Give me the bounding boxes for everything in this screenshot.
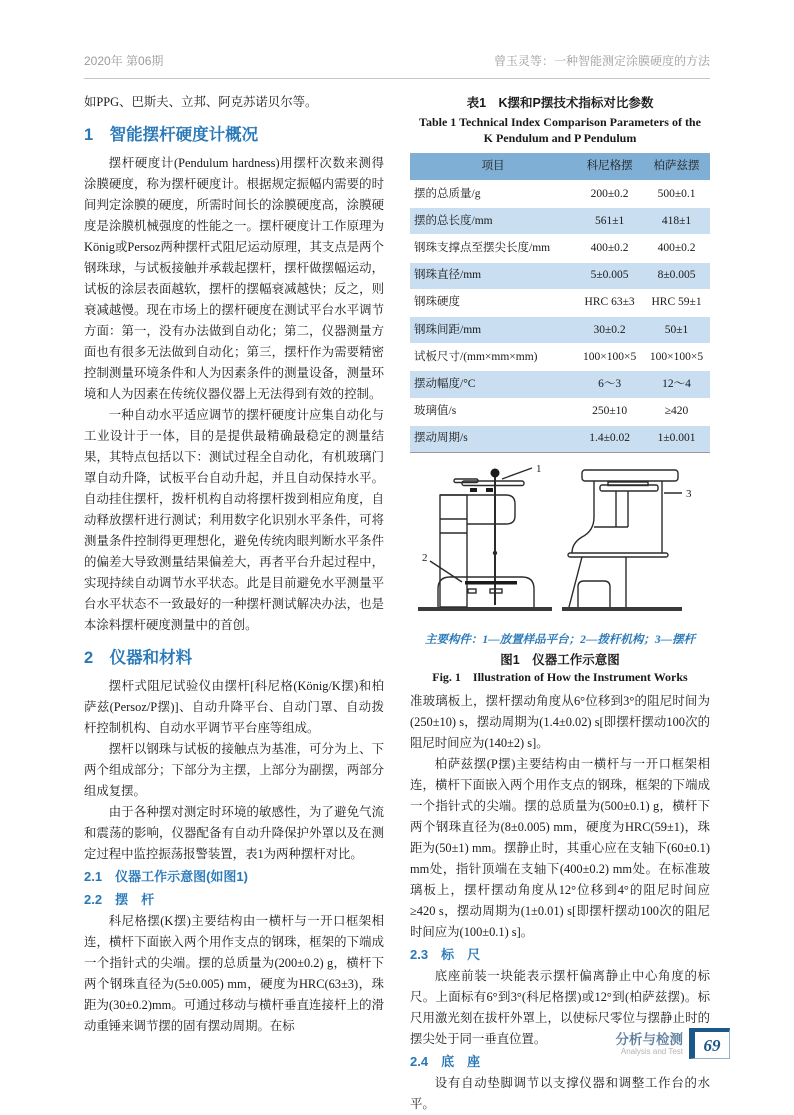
col-header-item: 项目 [410,153,576,181]
param-value: 6～3 [598,377,622,390]
journal-section-name [616,1033,684,1059]
param-value: 561±1 [594,214,625,227]
right-foot-box [578,581,610,607]
right-shelf [568,553,668,557]
paragraph: 摆杆以钢珠与试板的接触点为基准，可分为上、下两个组成部分；下部分为主摆，上部分为副摆，两部分组成复摆。 [84,742,384,798]
right-front-curve [572,481,594,553]
param-value: 400±0.2 [590,241,629,254]
section2-heading: 2 仪器和材料 [84,649,193,667]
param-value: ≥420 [664,405,689,418]
param-name: 摆动周期/s [414,432,468,445]
paragraph: 摆杆硬度计(Pendulum hardness)用摆杆次数来测得涂膜硬度，称为摆杆硬度计。根据规定振幅内需要的时间判定涂膜的硬度，所需时间长的涂膜硬度高，涂膜硬度是涂膜机械强度的性能之一。摆杆硬度计工作原理为König或Persoz两种摆杆式阻尼运动原理，其支点是两个钢珠球，与试板接触并承载起摆杆，摆杆做摆幅运动，试板的涂层表面越软，摆杆的摆幅衰减越快；反之，则衰减越慢。现在市场上的摆杆硬度在测试平台水平调节方面：第一，没有办法做到自动化；第二，仪器测量方面也有很多无法做到自动化；第三，摆杆作为需要精密控制测量环境条件和人为因素条件的测量设备，测量环境和人为因素在传统仪器仪器上无法得到有效的控制。 [84,156,384,401]
subsection-2-4-heading: 2.4 底 座 [410,1053,481,1069]
paragraph: 科尼格摆(K摆)主要结构由一横杆与一开口框架相连，横杆下面嵌入两个用作支点的钢珠，框架的下端成一个指针式的尖端。摆的总质量为(200±0.2) g，横杆下两个钢珠直径为(5±0.005) mm，硬度为HRC(63±3)，珠距为(30±0.2)mm。可通过移动与横杆垂直连接杆上的滑动重锤来调节摆的固有摆动周期。在标 [84,914,384,1033]
col-header-persoz: 柏萨兹摆 [643,153,710,181]
paragraph: 底座前装一块能表示摆杆偏离静止中心角度的标尺。上面标有6°到3°(科尼格摆)或12°到(柏萨兹摆)。标尺用激光刻在拔杆外罩上，以使标尺零位与摆静止时的摆尖处于同一垂直位置。 [410,968,710,1046]
journal-section-en: Analysis and Test [620,1047,683,1056]
param-value: 8±0.005 [657,269,696,282]
param-name: 摆动幅度/°C [414,377,476,390]
figure-1 [410,461,710,685]
left-base-plate [418,607,552,611]
figure-caption-en: Fig. 1 Illustration of How the Instrument Works [432,669,688,684]
paragraph: 柏萨兹摆(P摆)主要结构由一横杆与一开口框架相连，横杆下面嵌入两个用作支点的钢珠，框架的下端成一个指针式的尖端。摆的总质量为(500±0.1) g，横杆下两个钢珠直径为(8±0.005) mm，硬度为HRC(59±1)，珠距为(50±1) mm。摆静止时，其重心应在支轴下(60±0.1) mm处，指针顶端在支轴下(400±0.2) mm处。在标准玻璃板上，摆杆摆动角度从12°位移到4°的阻尼时间应≥420 s，摆动周期为(1±0.01) s[即摆杆摆动100次的阻尼时间应为(100±0.1) s]。 [410,756,710,939]
two-column-content [84,92,710,1115]
intro-line: 如PPG、巴斯夫、立邦、阿克苏诺贝尔等。 [84,95,318,109]
param-value: 5±0.005 [590,269,629,282]
param-name: 钢珠硬度 [414,296,460,309]
left-column [84,92,384,1115]
paragraph: 由于各种摆对测定时环境的敏感性，为了避免气流和震荡的影响，仪器配备有自动升降保护外罩以及在测定过程中监控振荡报警装置，表1为两种摆杆对比。 [84,805,384,861]
subsection-2-3-heading: 2.3 标 尺 [410,946,481,962]
param-value: 1±0.001 [657,432,696,445]
param-value: HRC 59±1 [651,296,702,309]
table-row [410,371,710,398]
table-title-en: Table 1 Technical Index Comparison Parameters of the K Pendulum and P Pendulum [419,115,701,145]
table-row [410,344,710,371]
figure-label-3: 3 [686,487,692,500]
figure-label-1: 1 [536,462,542,475]
table-row [410,235,710,262]
table-header-row [410,153,710,181]
param-value: 500±0.1 [657,187,696,200]
table-row [410,289,710,316]
param-value: 12～4 [662,377,691,390]
table-row [410,425,710,452]
param-name: 钢珠支撑点至摆尖长度/mm [414,241,551,254]
parameters-table [410,152,710,453]
right-top-cap [582,470,678,481]
param-value: 30±0.2 [593,323,626,336]
running-title: 曾玉灵等：一种智能测定涂膜硬度的方法 [493,54,710,68]
label1-leader [502,468,532,479]
param-name: 摆的总长度/mm [414,214,493,227]
sample-platform [462,481,524,486]
page-number-badge [689,1028,730,1059]
label2-leader [430,561,462,582]
page-footer [616,1028,731,1059]
paragraph: 准玻璃板上，摆杆摆动角度从6°位移到3°的阻尼时间为(250±10) s，摆动周期为(1.4±0.02) s[即摆杆摆动100次的阻尼时间应为(140±2) s]。 [410,693,710,750]
param-value: 50±1 [664,323,689,336]
col-header-konig: 科尼格摆 [576,153,643,181]
param-value: 1.4±0.02 [589,432,630,445]
param-value: 418±1 [661,214,692,227]
journal-section-cn: 分析与检测 [615,1032,683,1047]
table-row [410,208,710,235]
figure-caption-cn: 图1 仪器工作示意图 [500,652,620,667]
page-header [84,52,710,79]
page-number: 69 [703,1035,721,1055]
param-name: 玻璃值/s [414,405,457,418]
figure-label-2: 2 [422,551,428,564]
figure-note: 主要构件：1—放置样品平台；2—拨杆机构；3—摆杆 [424,633,696,646]
param-name: 钢珠间距/mm [414,323,482,336]
right-column [410,92,710,1115]
param-name: 摆的总质量/g [414,187,481,200]
paragraph: 一种自动水平适应调节的摆杆硬度计应集自动化与工业设计于一体，目的是提供最精确最稳定的测量结果，其特点包括以下：测试过程全自动化，有机玻璃门罩自动升降，试板平台自动升起，并且自动保持水平。自动挂住摆杆，拨杆机构自动将摆杆拨到相应角度，自动释放摆杆进行测试；利用数字化识别水平条件，可将测量条件控制得更理想化，避免传统肉眼判断水平条件的偏差大导致测量结果偏差大，再者平台升起过程中，实现持续自动调节水平状态。此是目前避免水平测量平台水平状态不一致最好的一种摆杆测试解决办法，也是本涂料摆杆硬度测量中的首创。 [84,408,384,632]
table-title-cn: 表1 K摆和P摆技术指标对比参数 [466,96,654,110]
param-value: 200±0.2 [590,187,629,200]
issue-label: 2020年 第06期 [84,54,164,68]
paragraph: 设有自动垫脚调节以支撑仪器和调整工作台的水平。 [410,1075,710,1111]
table-body [410,181,710,453]
left-column-body [440,495,467,607]
rod-knob [491,468,500,477]
param-value: HRC 63±3 [584,296,635,309]
table-row [410,181,710,208]
instrument-diagram [410,461,710,623]
param-value: 100×100×5 [582,350,637,363]
paragraph: 摆杆式阻尼试验仪由摆杆[科尼格(König/K摆)和柏萨兹(Persoz/P摆)]、自动升降平台、自动门罩、自动拨杆控制机构、自动水平调节平台座等组成。 [84,679,384,735]
table-row [410,398,710,425]
param-value: 250±10 [592,405,628,418]
param-value: 100×100×5 [649,350,704,363]
section1-heading: 1 智能摆杆硬度计概况 [84,126,259,144]
subsection-2-1-heading: 2.1 仪器工作示意图(如图1) [84,869,248,884]
table-row [410,262,710,289]
table-row [410,316,710,343]
param-name: 钢珠直径/mm [414,269,482,282]
right-base-plate [562,607,682,611]
lever-mechanism [465,581,517,585]
param-value: 400±0.2 [657,241,696,254]
subsection-2-2-heading: 2.2 摆 杆 [84,892,155,907]
param-name: 试板尺寸/(mm×mm×mm) [414,350,538,363]
